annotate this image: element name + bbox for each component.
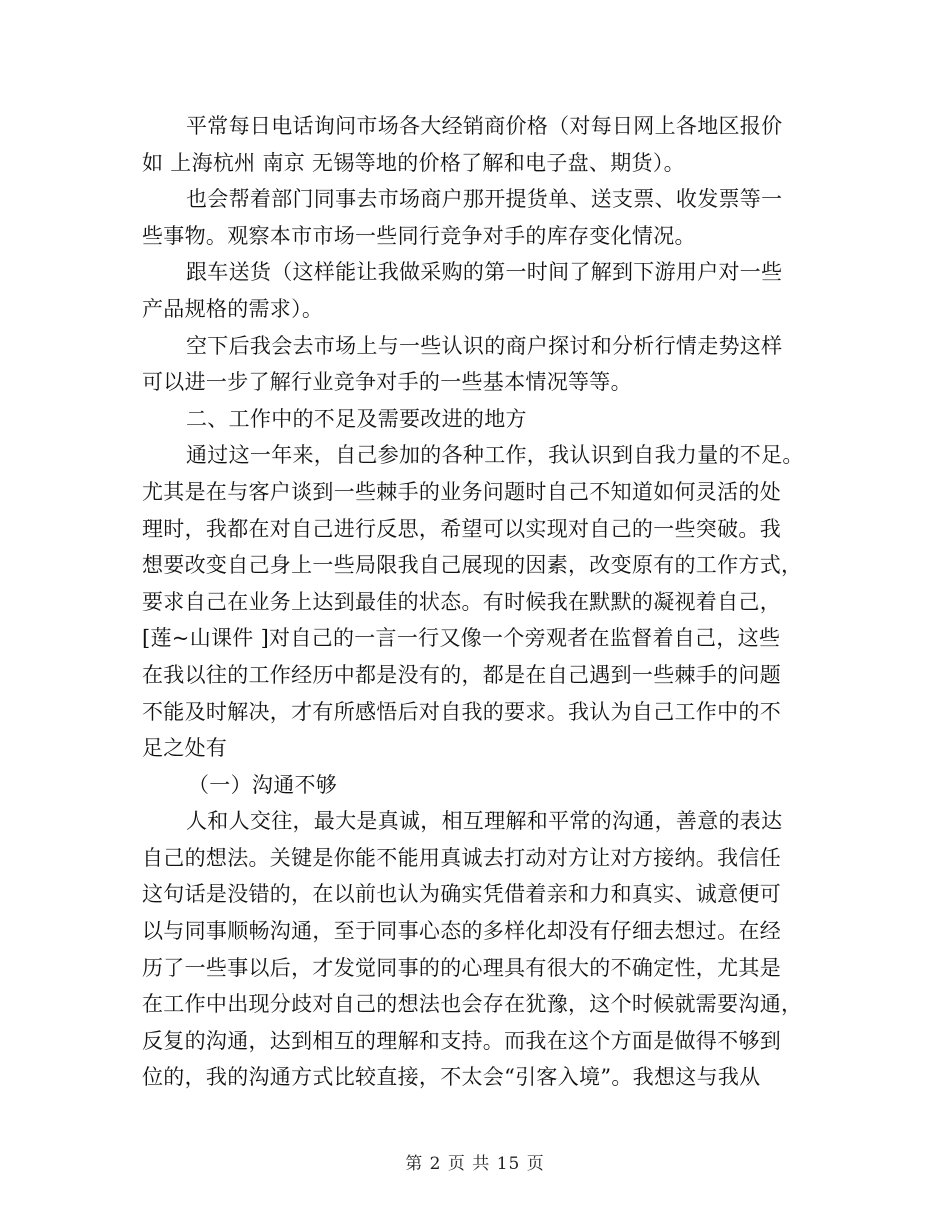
- section-heading: 二、工作中的不足及需要改进的地方: [186, 406, 527, 431]
- paragraph-line: 也会帮着部门同事去市场商户那开提货单、送支票、收发票等一: [186, 187, 783, 212]
- paragraph-line: 平常每日电话询问市场各大经销商价格（对每日网上各地区报价: [186, 114, 783, 138]
- paragraph-line: 如 上海杭州 南京 无锡等地的价格了解和电子盘、期货）。: [142, 150, 685, 175]
- paragraph-line: 在工作中出现分歧对自己的想法也会存在犹豫，这个时候就需要沟通，: [142, 992, 803, 1017]
- document-body: [142, 108, 812, 1096]
- subsection-heading: （一）沟通不够: [188, 772, 338, 797]
- paragraph-line: 想要改变自己身上一些局限我自己展现的因素，改变原有的工作方式，: [142, 553, 803, 578]
- paragraph-line: 要求自己在业务上达到最佳的状态。有时候我在默默的凝视着自己，: [142, 589, 781, 614]
- paragraph-line: 尤其是在与客户谈到一些棘手的业务问题时自己不知道如何灵活的处: [142, 479, 781, 504]
- paragraph-line: 位的，我的沟通方式比较直接，不太会“引客入境”。我想这与我从: [142, 1065, 761, 1090]
- paragraph-line: 历了一些事以后，才发觉同事的的心理具有很大的不确定性，尤其是: [142, 955, 781, 980]
- paragraph-line: 反复的沟通，达到相互的理解和支持。而我在这个方面是做得不够到: [142, 1028, 781, 1053]
- paragraph-line: 人和人交往，最大是真诚，相互理解和平常的沟通，善意的表达: [186, 809, 783, 834]
- paragraph-line: 产品规格的需求）。: [142, 296, 324, 321]
- paragraph-line: 不能及时解决，才有所感悟后对自我的要求。我认为自己工作中的不: [142, 699, 781, 724]
- paragraph-line: 自己的想法。关键是你能不能用真诚去打动对方让对方接纳。我信任: [142, 845, 781, 870]
- paragraph-line: 通过这一年来，自己参加的各种工作，我认识到自我力量的不足。: [186, 443, 804, 468]
- paragraph-line: 跟车送货（这样能让我做采购的第一时间了解到下游用户对一些: [186, 260, 783, 285]
- paragraph-line: 些事物。观察本市市场一些同行竞争对手的库存变化情况。: [142, 223, 696, 248]
- paragraph-line: 理时，我都在对自己进行反思，希望可以实现对自己的一些突破。我: [142, 516, 781, 541]
- paragraph-line: 空下后我会去市场上与一些认识的商户探讨和分析行情走势这样: [186, 333, 783, 358]
- paragraph-line: 以与同事顺畅沟通，至于同事心态的多样化却没有仔细去想过。在经: [142, 919, 781, 944]
- paragraph-line: 可以进一步了解行业竞争对手的一些基本情况等等。: [142, 370, 632, 395]
- paragraph-line: 足之处有: [142, 736, 228, 761]
- page-number-footer: 第 2 页 共 15 页: [405, 1154, 545, 1174]
- paragraph-line: [莲~山课件 ]对自己的一言一行又像一个旁观者在监督着自己，这些: [142, 626, 781, 651]
- paragraph-line: 这句话是没错的，在以前也认为确实凭借着亲和力和真实、诚意便可: [142, 882, 781, 907]
- paragraph-line: 在我以往的工作经历中都是没有的，都是在自己遇到一些棘手的问题: [142, 662, 781, 687]
